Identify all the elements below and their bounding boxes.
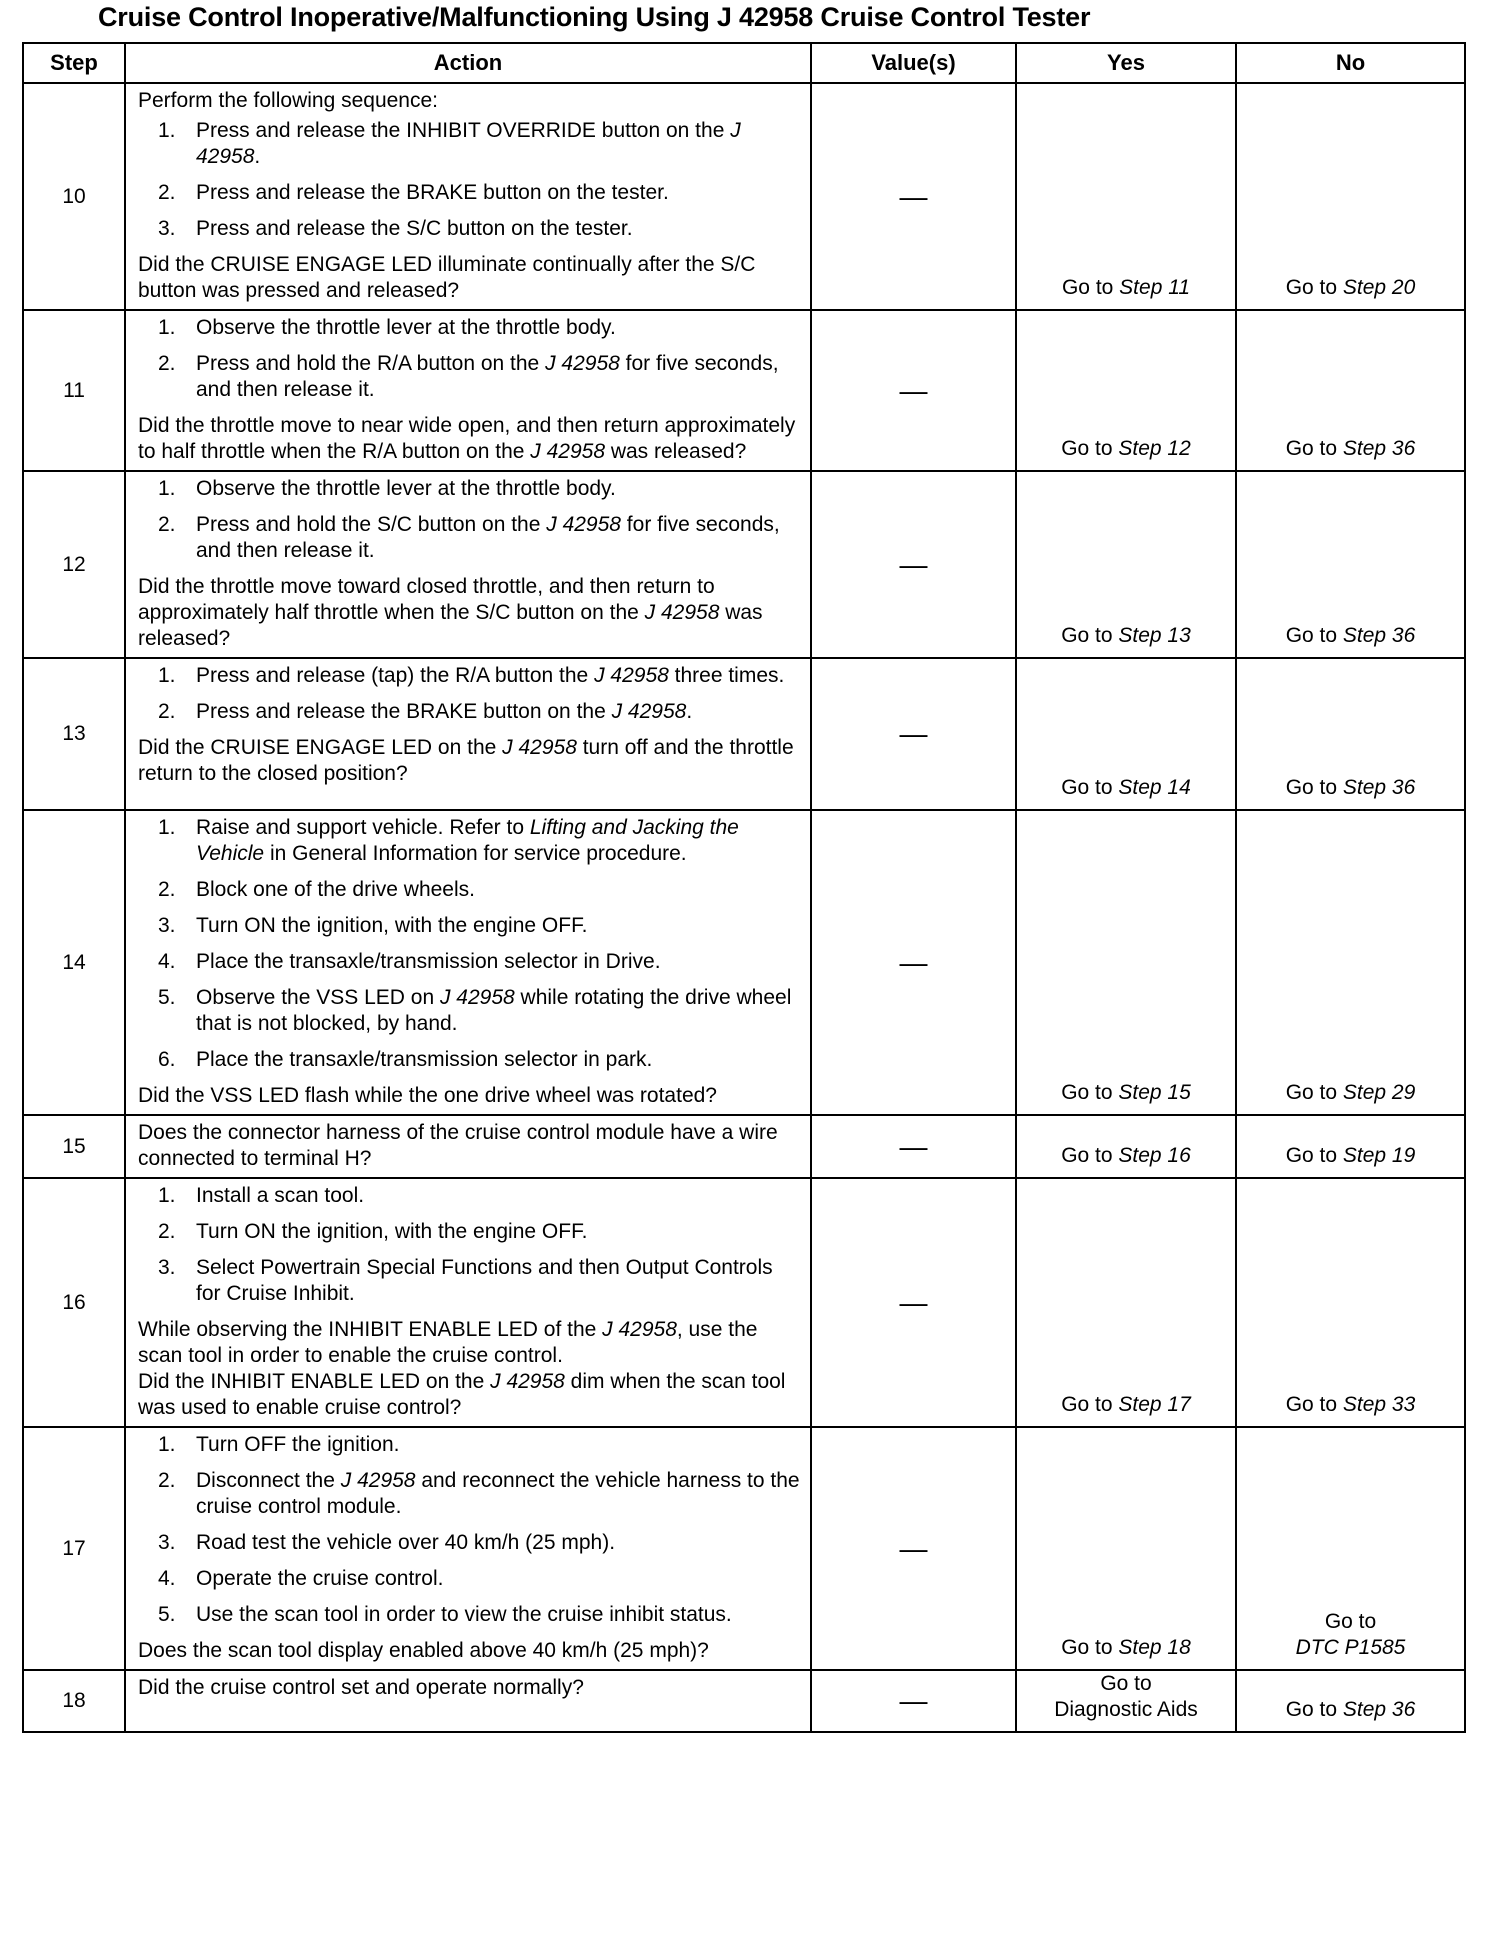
text-span: three times.	[668, 664, 785, 687]
italic-reference: Step 17	[1118, 1393, 1191, 1416]
italic-reference: J 42958	[594, 664, 669, 687]
value-cell: —	[811, 810, 1016, 1115]
action-step-item	[138, 1255, 800, 1307]
text-span: Go to	[1285, 276, 1343, 299]
action-question	[138, 1317, 800, 1369]
text-span: in General Information for service procedure.	[264, 842, 687, 865]
action-steps-list	[138, 315, 800, 403]
item-number: 3.	[158, 914, 176, 937]
value-cell: —	[811, 471, 1016, 658]
italic-reference: J 42958	[602, 1318, 677, 1341]
text-span: Turn ON the ignition, with the engine OFF.	[196, 914, 588, 937]
text-span: Go to	[1285, 1081, 1343, 1104]
yes-result	[1016, 1427, 1236, 1670]
action-step-item	[138, 1432, 800, 1458]
action-step-item	[138, 949, 800, 975]
item-number: 1.	[158, 664, 176, 687]
action-cell	[125, 1115, 811, 1178]
text-span: Disconnect the	[196, 1469, 341, 1492]
text-span: , use the scan tool in order to enable the cruise control.	[138, 1318, 758, 1367]
text-span: Go to	[1285, 624, 1343, 647]
no-result	[1236, 658, 1465, 810]
yes-result	[1016, 83, 1236, 310]
action-step-item	[138, 1219, 800, 1245]
table-row	[23, 1670, 1465, 1732]
text-span: Place the transaxle/transmission selector in Drive.	[196, 950, 661, 973]
text-span: Did the throttle move to near wide open, and then return approximately to half throttle when the R/A button on the	[138, 414, 796, 463]
action-question	[138, 1120, 800, 1172]
action-step-item	[138, 1530, 800, 1556]
value-cell: —	[811, 310, 1016, 471]
italic-reference: Step 36	[1342, 1698, 1416, 1721]
italic-reference: Lifting and Jacking the Vehicle	[196, 816, 739, 865]
italic-reference: Step 15	[1118, 1081, 1191, 1104]
italic-reference: J 42958	[611, 700, 687, 723]
action-question	[138, 1638, 800, 1664]
action-question	[138, 1675, 800, 1701]
item-number: 2.	[158, 1220, 176, 1243]
text-span: Did the throttle move toward closed throttle, and then return to approximately half throttle when the S/C button on the	[138, 575, 715, 624]
action-question	[138, 735, 800, 787]
italic-reference: Step 20	[1342, 276, 1416, 299]
item-number: 1.	[158, 816, 176, 839]
text-span: Block one of the drive wheels.	[196, 878, 475, 901]
yes-result	[1016, 471, 1236, 658]
no-result	[1236, 471, 1465, 658]
item-number: 1.	[158, 1433, 176, 1456]
text-span: Go to	[1100, 1672, 1152, 1695]
action-step-item	[138, 1566, 800, 1592]
no-result	[1236, 1178, 1465, 1427]
italic-reference: Step 36	[1342, 624, 1416, 647]
yes-result	[1016, 1178, 1236, 1427]
text-span: Go to	[1285, 776, 1343, 799]
italic-reference: Step 29	[1342, 1081, 1416, 1104]
text-span: Go to	[1061, 1636, 1119, 1659]
no-result	[1236, 1115, 1465, 1178]
text-span: Install a scan tool.	[196, 1184, 365, 1207]
item-number: 5.	[158, 1603, 176, 1626]
text-span: Turn ON the ignition, with the engine OFF.	[196, 1220, 588, 1243]
text-span: Go to	[1324, 1610, 1377, 1633]
text-span: Go to	[1061, 776, 1119, 799]
item-number: 2.	[158, 352, 176, 375]
text-span: Go to	[1061, 1081, 1119, 1104]
action-step-item	[138, 985, 800, 1037]
action-question	[138, 1369, 800, 1421]
action-step-item	[138, 216, 800, 242]
action-step-item	[138, 180, 800, 206]
text-span: Press and release the S/C button on the tester.	[196, 217, 633, 240]
item-number: 3.	[158, 217, 176, 240]
action-step-item	[138, 1183, 800, 1209]
header-no: No	[1236, 43, 1465, 83]
value-cell: —	[811, 1178, 1016, 1427]
table-row	[23, 658, 1465, 810]
result-line	[1237, 623, 1464, 649]
item-number: 2.	[158, 1469, 176, 1492]
value-cell: —	[811, 1427, 1016, 1670]
item-number: 4.	[158, 1567, 176, 1590]
action-step-item	[138, 663, 800, 689]
italic-reference: Step 19	[1342, 1144, 1416, 1167]
action-step-item	[138, 1047, 800, 1073]
action-cell	[125, 310, 811, 471]
text-span: turn off and the throttle return to the closed position?	[138, 736, 794, 785]
result-line	[1237, 1697, 1464, 1723]
text-span: while rotating the drive wheel that is not blocked, by hand.	[196, 986, 792, 1035]
action-steps-list	[138, 118, 800, 242]
action-step-item	[138, 476, 800, 502]
result-line	[1237, 775, 1464, 801]
text-span: Go to	[1285, 1144, 1343, 1167]
table-row	[23, 310, 1465, 471]
item-number: 5.	[158, 986, 176, 1009]
text-span: Does the connector harness of the cruise control module have a wire connected to terminal H?	[138, 1121, 778, 1170]
text-span: Did the INHIBIT ENABLE LED on the	[138, 1370, 491, 1393]
text-span: Raise and support vehicle. Refer to	[196, 816, 530, 839]
text-span: Go to	[1285, 1393, 1343, 1416]
action-steps-list	[138, 1432, 800, 1628]
action-question	[138, 252, 800, 304]
table-row	[23, 810, 1465, 1115]
step-number: 10	[23, 83, 125, 310]
text-span: Place the transaxle/transmission selector in park.	[196, 1048, 653, 1071]
yes-result	[1016, 810, 1236, 1115]
italic-reference: Step 13	[1118, 624, 1191, 647]
italic-reference: J 42958	[545, 352, 620, 375]
step-number: 13	[23, 658, 125, 810]
text-span: Use the scan tool in order to view the cruise inhibit status.	[196, 1603, 732, 1626]
text-span: Turn OFF the ignition.	[196, 1433, 400, 1456]
item-number: 1.	[158, 477, 176, 500]
action-question	[138, 574, 800, 652]
yes-result	[1016, 1670, 1236, 1732]
italic-reference: J 42958	[644, 601, 720, 624]
no-result	[1236, 1427, 1465, 1670]
value-cell: —	[811, 1115, 1016, 1178]
action-steps-list	[138, 1183, 800, 1307]
action-step-item	[138, 913, 800, 939]
italic-reference: Step 11	[1119, 276, 1191, 299]
table-row	[23, 1427, 1465, 1670]
text-span: Press and release the BRAKE button on the tester.	[196, 181, 669, 204]
action-cell	[125, 810, 811, 1115]
no-result	[1236, 810, 1465, 1115]
diagnostic-table	[22, 42, 1466, 1733]
step-number: 12	[23, 471, 125, 658]
text-span: Observe the throttle lever at the throttle body.	[196, 477, 616, 500]
italic-reference: J 42958	[340, 1469, 416, 1492]
text-span: Go to	[1061, 624, 1119, 647]
yes-result	[1016, 658, 1236, 810]
text-span: Did the CRUISE ENGAGE LED on the	[138, 736, 503, 759]
text-span: was released?	[605, 440, 747, 463]
italic-reference: Step 14	[1118, 776, 1191, 799]
text-span: .	[686, 700, 693, 723]
action-step-item	[138, 118, 800, 170]
action-cell	[125, 1178, 811, 1427]
text-span: Go to	[1061, 437, 1119, 460]
item-number: 6.	[158, 1048, 176, 1071]
step-number: 16	[23, 1178, 125, 1427]
action-step-item	[138, 1602, 800, 1628]
yes-result	[1016, 310, 1236, 471]
result-line	[1017, 436, 1235, 462]
item-number: 2.	[158, 700, 176, 723]
action-intro: Perform the following sequence:	[138, 89, 438, 112]
item-number: 1.	[158, 119, 176, 142]
text-span: Observe the VSS LED on	[196, 986, 440, 1009]
action-step-item	[138, 815, 800, 867]
no-result	[1236, 83, 1465, 310]
table-row	[23, 1178, 1465, 1427]
action-step-item	[138, 512, 800, 564]
table-row	[23, 1115, 1465, 1178]
action-cell	[125, 658, 811, 810]
result-line	[1017, 275, 1235, 301]
text-span: Press and release the BRAKE button on the	[196, 700, 612, 723]
value-cell: —	[811, 83, 1016, 310]
document-title: Cruise Control Inoperative/Malfunctioning Using J 42958 Cruise Control Tester	[98, 2, 1091, 32]
action-cell	[125, 471, 811, 658]
text-span: Press and release (tap) the R/A button the	[196, 664, 595, 687]
no-result	[1236, 1670, 1465, 1732]
action-cell	[125, 1670, 811, 1732]
action-steps-list	[138, 815, 800, 1073]
result-line	[1017, 1392, 1235, 1418]
text-span: Operate the cruise control.	[196, 1567, 444, 1590]
action-question	[138, 1083, 800, 1109]
result-line	[1237, 1392, 1464, 1418]
italic-reference: J 42958	[530, 440, 605, 463]
result-line	[1237, 1080, 1464, 1106]
action-step-item	[138, 1468, 800, 1520]
text-span: Go to	[1061, 276, 1120, 299]
italic-reference: J 42958	[490, 1370, 565, 1393]
result-line	[1237, 1609, 1464, 1635]
text-span: Go to	[1285, 437, 1343, 460]
header-action: Action	[125, 43, 811, 83]
text-span: Did the VSS LED flash while the one drive wheel was rotated?	[138, 1084, 717, 1107]
step-number: 17	[23, 1427, 125, 1670]
text-span: .	[254, 145, 261, 168]
italic-reference: J 42958	[439, 986, 515, 1009]
text-span: Press and release the INHIBIT OVERRIDE button on the	[196, 119, 731, 142]
item-number: 2.	[158, 181, 176, 204]
action-question	[138, 413, 800, 465]
text-span: Does the scan tool display enabled above 40 km/h (25 mph)?	[138, 1639, 709, 1662]
italic-reference: J 42958	[502, 736, 577, 759]
italic-reference: Step 33	[1342, 1393, 1416, 1416]
text-span: Go to	[1285, 1698, 1343, 1721]
italic-reference: DTC P1585	[1295, 1636, 1406, 1659]
result-line	[1017, 775, 1235, 801]
text-span: dim when the scan tool was used to enable cruise control?	[138, 1370, 786, 1419]
text-span: While observing the INHIBIT ENABLE LED of the	[138, 1318, 603, 1341]
text-span: was released?	[138, 601, 763, 650]
text-span: Select Powertrain Special Functions and then Output Controls for Cruise Inhibit.	[196, 1256, 773, 1305]
item-number: 4.	[158, 950, 176, 973]
text-span: for five seconds, and then release it.	[196, 513, 780, 562]
step-number: 18	[23, 1670, 125, 1732]
result-line	[1237, 275, 1464, 301]
text-span: Did the CRUISE ENGAGE LED illuminate continually after the S/C button was pressed and released?	[138, 253, 756, 302]
action-cell	[125, 1427, 811, 1670]
step-number: 11	[23, 310, 125, 471]
value-cell: —	[811, 658, 1016, 810]
action-step-item	[138, 699, 800, 725]
italic-reference: J 42958	[546, 513, 621, 536]
result-line	[1017, 1697, 1235, 1723]
action-step-item	[138, 315, 800, 341]
result-line	[1017, 623, 1235, 649]
item-number: 3.	[158, 1256, 176, 1279]
text-span: and reconnect the vehicle harness to the cruise control module.	[196, 1469, 800, 1518]
header-values: Value(s)	[811, 43, 1016, 83]
italic-reference: Step 36	[1342, 776, 1416, 799]
table-row	[23, 471, 1465, 658]
text-span: Diagnostic Aids	[1054, 1698, 1198, 1721]
text-span: Road test the vehicle over 40 km/h (25 mph).	[196, 1531, 616, 1554]
result-line	[1017, 1143, 1235, 1169]
table-body	[23, 83, 1465, 1732]
item-number: 2.	[158, 878, 176, 901]
item-number: 1.	[158, 316, 176, 339]
italic-reference: Step 36	[1342, 437, 1416, 460]
action-steps-list	[138, 476, 800, 564]
no-result	[1236, 310, 1465, 471]
result-line	[1237, 1143, 1464, 1169]
step-number: 15	[23, 1115, 125, 1178]
header-yes: Yes	[1016, 43, 1236, 83]
text-span: Press and hold the S/C button on the	[196, 513, 547, 536]
action-cell	[125, 83, 811, 310]
yes-result	[1016, 1115, 1236, 1178]
text-span: Did the cruise control set and operate normally?	[138, 1676, 584, 1699]
italic-reference: Step 16	[1118, 1144, 1191, 1167]
action-steps-list	[138, 663, 800, 725]
result-line	[1017, 1080, 1235, 1106]
text-span: Go to	[1061, 1144, 1119, 1167]
text-span: for five seconds, and then release it.	[196, 352, 779, 401]
table-row	[23, 83, 1465, 310]
text-span: Press and hold the R/A button on the	[196, 352, 546, 375]
text-span: Observe the throttle lever at the throttle body.	[196, 316, 616, 339]
result-line	[1237, 436, 1464, 462]
table-header-row	[23, 43, 1465, 83]
result-line	[1017, 1635, 1235, 1661]
result-line	[1237, 1635, 1464, 1661]
step-number: 14	[23, 810, 125, 1115]
value-cell: —	[811, 1670, 1016, 1732]
item-number: 2.	[158, 513, 176, 536]
italic-reference: Step 12	[1118, 437, 1191, 460]
action-step-item	[138, 351, 800, 403]
header-step: Step	[23, 43, 125, 83]
action-step-item	[138, 877, 800, 903]
italic-reference: J 42958	[196, 119, 741, 168]
item-number: 3.	[158, 1531, 176, 1554]
text-span: Go to	[1061, 1393, 1119, 1416]
italic-reference: Step 18	[1118, 1636, 1191, 1659]
item-number: 1.	[158, 1184, 176, 1207]
result-line	[1017, 1671, 1235, 1697]
